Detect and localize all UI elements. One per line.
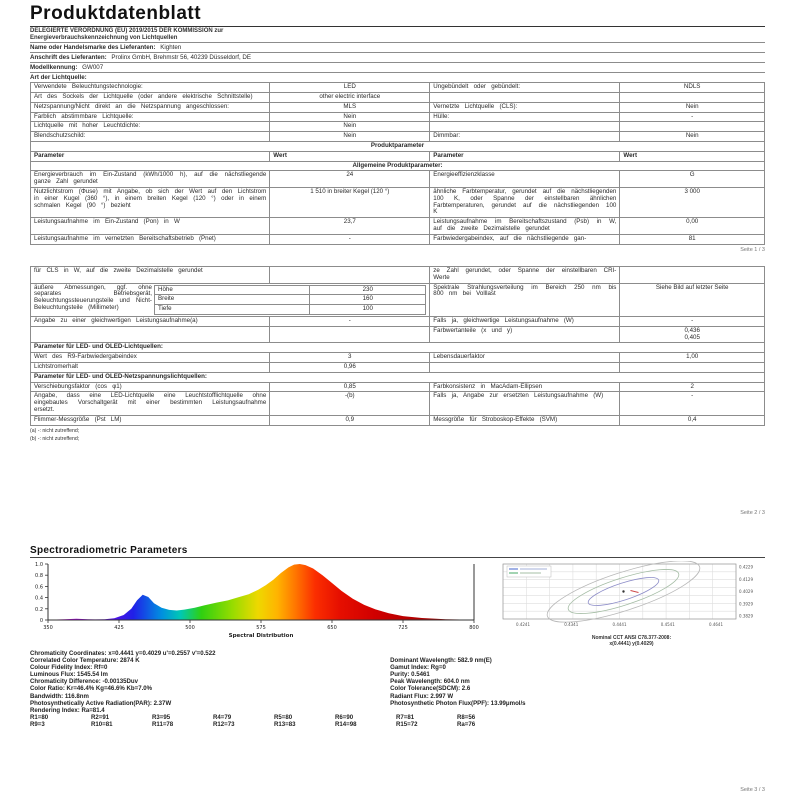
dimensions-label: äußere Abmessungen, ggf. ohne separates Betriebsgerät, Beleuchtungssteuerungsteile und Nicht-Beleuchtungsteile (Millimeter) xyxy=(34,283,152,311)
footnote-b: (b) -: nicht zutreffend; xyxy=(30,435,80,442)
photometric-pair: Luminous Flux: 1545.54 lm Purity: 0.5461 xyxy=(30,671,430,679)
param-cell: Blendschutzschild: xyxy=(31,132,270,142)
chroma-x: 0,436 xyxy=(684,326,700,334)
value-cell xyxy=(620,362,765,372)
svg-text:350: 350 xyxy=(43,625,53,631)
svg-text:0.4129: 0.4129 xyxy=(739,576,753,582)
caption-line-1: Nominal CCT ANSI C78.377-2008: xyxy=(591,635,672,641)
spectro-title: Spectroradiometric Parameters xyxy=(30,545,188,556)
table-row xyxy=(31,382,765,392)
dim-name: Tiefe xyxy=(155,305,310,315)
svg-text:Spectral Distribution: Spectral Distribution xyxy=(228,633,294,639)
svg-text:725: 725 xyxy=(398,625,408,631)
col-header: Parameter xyxy=(430,151,620,161)
svg-text:425: 425 xyxy=(114,625,124,631)
product-parameters-table-continued xyxy=(30,266,765,426)
svg-text:0.4: 0.4 xyxy=(35,595,43,602)
value-cell: -(b) xyxy=(270,392,430,415)
svg-text:0.4229: 0.4229 xyxy=(739,564,753,570)
value-cell: 0,00 xyxy=(620,218,765,235)
param-cell: Falls ja, Angabe zur ersetzten Leistungsaufnahme (W) xyxy=(430,392,620,415)
svg-text:0.2: 0.2 xyxy=(35,606,43,613)
value-cell: 2 xyxy=(620,382,765,392)
supplier-name-value: Kighten xyxy=(160,44,182,52)
cri-values-row: R9=3 R10=81 R11=78 R12=73 R13=83 R14=98 R15=72 Ra=76 xyxy=(30,720,476,728)
ellipse-chart-svg xyxy=(498,561,765,631)
section-header-row xyxy=(31,161,765,171)
dimensions-mini-table xyxy=(154,285,426,315)
photometric-pair: Photosynthetically Active Radiation(PAR): 2.37W Photosynthetic Photon Flux(PPF): 13.99μmol/s xyxy=(30,699,526,707)
value-cell: 0,9 xyxy=(270,415,430,425)
table-row xyxy=(31,218,765,235)
svg-text:800: 800 xyxy=(469,625,479,631)
value-cell: - xyxy=(620,112,765,122)
table-row xyxy=(31,122,765,132)
param-cell xyxy=(430,122,620,132)
value-cell: 23,7 xyxy=(270,218,430,235)
svg-text:500: 500 xyxy=(185,625,195,631)
page-marker: Seite 1 / 3 xyxy=(740,247,765,253)
value-cell: 3 000 xyxy=(620,187,765,217)
value-cell: LED xyxy=(270,83,430,93)
table-row xyxy=(155,305,426,315)
col-header: Parameter xyxy=(31,151,270,161)
value-cell: Nein xyxy=(620,102,765,112)
table-row xyxy=(31,392,765,415)
product-params-header: Produktparameter xyxy=(31,141,765,151)
table-row xyxy=(155,295,426,305)
table-row xyxy=(31,316,765,326)
param-cell: Falls ja, gleichwertige Leistungsaufnahme (W) xyxy=(430,316,620,326)
page-3 xyxy=(30,545,765,793)
value-cell xyxy=(620,326,765,343)
dim-name: Breite xyxy=(155,295,310,305)
chromaticity-coordinates: Chromaticity Coordinates: x=0.4441 y=0.4029 u'=0.2557 v'=0.522 xyxy=(30,650,216,657)
page-2 xyxy=(30,266,765,520)
regulation-line-2: Energieverbrauchskennzeichnung von Lichtquellen xyxy=(30,34,178,41)
value-cell: NDLS xyxy=(620,83,765,93)
param-cell: ähnliche Farbtemperatur, gerundet auf die nächstliegenden 100 K, oder Spanne der einstellbaren ähnlichen Farbtemperaturen, gerundet auf die nächstliegenden 100 K xyxy=(430,187,620,217)
param-cell: Dimmbar: xyxy=(430,132,620,142)
mains-params-header: Parameter für LED- und OLED-Netzspannungslichtquellen: xyxy=(31,372,765,382)
table-row xyxy=(31,267,765,284)
value-cell: Nein xyxy=(270,132,430,142)
photometric-pair: Color Ratio: Kr=46.4% Kg=46.6% Kb=7.0% Color Tolerance(SDCM): 2.6 xyxy=(30,685,471,693)
product-parameters-table xyxy=(30,141,765,245)
value-cell: 24 xyxy=(270,171,430,188)
ellipse-chart-caption xyxy=(498,636,765,647)
svg-text:0: 0 xyxy=(39,618,43,624)
value-cell: G xyxy=(620,171,765,188)
value-cell xyxy=(270,326,430,343)
page-marker: Seite 3 / 3 xyxy=(740,787,765,793)
table-row xyxy=(31,326,765,343)
param-cell: Farblich abstimmbare Lichtquelle: xyxy=(31,112,270,122)
svg-text:0.4341: 0.4341 xyxy=(564,622,579,627)
param-cell: Energieeffizienzklasse xyxy=(430,171,620,188)
param-cell: Leistungsaufnahme im vernetzten Bereitschaftsbetrieb (Pnet) xyxy=(31,234,270,244)
spectral-distribution-chart xyxy=(30,560,482,645)
photometric-pair: Correlated Color Temperature: 2874 K Dominant Wavelength: 582.9 nm(E) xyxy=(30,657,492,665)
svg-text:0.4641: 0.4641 xyxy=(709,622,723,627)
chromaticity-ellipse-chart xyxy=(498,561,765,647)
param-cell: Angabe, dass eine LED-Lichtquelle eine Leuchtstofflichtquelle ohne eingebautes Vorschaltgerät mit einer bestimmten Leistungsaufnahme ersetzt. xyxy=(31,392,270,415)
value-cell: 0,4 xyxy=(620,415,765,425)
divider xyxy=(30,557,765,558)
svg-text:0.4241: 0.4241 xyxy=(516,622,530,627)
param-cell: Wert des R9-Farbwiedergabeindex xyxy=(31,353,270,363)
table-row xyxy=(31,234,765,244)
value-cell: 3 xyxy=(270,353,430,363)
param-cell: ze Zahl gerundet, oder Spanne der einstellbaren CRI-Werte xyxy=(430,267,620,284)
footnote-a: (a) -: nicht zutreffend; xyxy=(30,427,80,434)
value-cell xyxy=(270,267,430,284)
table-row xyxy=(31,83,765,93)
table-row xyxy=(31,102,765,112)
photometric-pair: Chromaticity Difference: -0.00135Duv Peak Wavelength: 604.0 nm xyxy=(30,678,470,686)
param-cell: Leistungsaufnahme im Bereitschaftszustand (Psb) in W, auf die zweite Dezimalstelle gerundet xyxy=(430,218,620,235)
supplier-address-value: Prolinx GmbH, Brehmstr 56, 40239 Düsseldorf, DE xyxy=(111,54,252,62)
value-cell: Nein xyxy=(270,112,430,122)
general-params-header: Allgemeine Produktparameter: xyxy=(31,161,765,171)
page-1 xyxy=(30,3,765,263)
value-cell: Nein xyxy=(620,132,765,142)
param-cell: Farbwertanteile (x und y) xyxy=(430,326,620,343)
dim-name: Höhe xyxy=(155,285,310,295)
value-cell: Nein xyxy=(270,122,430,132)
page-title: Produktdatenblatt xyxy=(30,3,765,27)
section-header-row xyxy=(31,372,765,382)
value-cell: 1,00 xyxy=(620,353,765,363)
svg-text:0.6: 0.6 xyxy=(35,584,43,591)
param-cell: Flimmer-Messgröße (Pst LM) xyxy=(31,415,270,425)
dimensions-cell xyxy=(31,283,430,316)
svg-text:650: 650 xyxy=(327,625,337,631)
photometric-pair: Bandwidth: 116.8nm Radiant Flux: 2.997 W xyxy=(30,692,454,700)
value-cell: Siehe Bild auf letzter Seite xyxy=(620,283,765,316)
param-cell: Leistungsaufnahme im Ein-Zustand (Pon) in W xyxy=(31,218,270,235)
rendering-index: Rendering Index: Ra=81.4 xyxy=(30,706,105,714)
param-cell: Energieverbrauch im Ein-Zustand (kWh/1000 h), auf die nächstliegende ganze Zahl gerundet xyxy=(31,171,270,188)
model-id-value: GW007 xyxy=(82,64,104,72)
dimensions-row xyxy=(31,283,765,316)
value-cell: - xyxy=(270,316,430,326)
svg-text:0.8: 0.8 xyxy=(35,573,43,580)
param-cell: Vernetzte Lichtquelle (CLS): xyxy=(430,102,620,112)
svg-text:0.4029: 0.4029 xyxy=(739,589,753,594)
led-params-header: Parameter für LED- und OLED-Lichtquellen: xyxy=(31,343,765,353)
cri-values-row: R1=80 R2=91 R3=95 R4=79 R5=80 R6=90 R7=81 R8=56 xyxy=(30,713,476,721)
regulation-subtitle xyxy=(30,27,765,43)
table-row xyxy=(31,92,765,102)
column-header-row xyxy=(31,151,765,161)
value-cell xyxy=(620,92,765,102)
table-row xyxy=(31,362,765,372)
value-cell: 1 510 in breiter Kegel (120 °) xyxy=(270,187,430,217)
value-cell: 81 xyxy=(620,234,765,244)
param-cell: Netzspannung/Nicht direkt an die Netzspannung angeschlossen: xyxy=(31,102,270,112)
supplier-address-row xyxy=(30,53,765,63)
param-cell: für CLS in W, auf die zweite Dezimalstelle gerundet xyxy=(31,267,270,284)
param-cell: Spektrale Strahlungsverteilung im Bereich 250 nm bis 800 nm bei Volllast xyxy=(430,283,620,316)
value-cell: 0,85 xyxy=(270,382,430,392)
table-row xyxy=(31,415,765,425)
svg-text:575: 575 xyxy=(256,625,266,631)
photometric-pair: Colour Fidelity Index: Rf=0 Gamut Index: Rg=0 xyxy=(30,664,446,672)
supplier-name-row xyxy=(30,43,765,53)
light-source-type-label: Art der Lichtquelle: xyxy=(30,74,87,82)
param-cell xyxy=(430,92,620,102)
svg-text:1.0: 1.0 xyxy=(35,562,43,568)
param-cell xyxy=(430,362,620,372)
dim-value: 100 xyxy=(310,305,426,315)
value-cell: - xyxy=(620,392,765,415)
spectral-chart-svg xyxy=(30,560,482,640)
param-cell: Lebensdauerfaktor xyxy=(430,353,620,363)
param-cell: Lichtstromerhalt xyxy=(31,362,270,372)
param-cell: Verwendete Beleuchtungstechnologie: xyxy=(31,83,270,93)
table-row xyxy=(31,353,765,363)
value-cell: 0,96 xyxy=(270,362,430,372)
value-cell: - xyxy=(270,234,430,244)
value-cell xyxy=(620,122,765,132)
table-row xyxy=(31,187,765,217)
param-cell: Messgröße für Stroboskop-Effekte (SVM) xyxy=(430,415,620,425)
svg-text:0.3929: 0.3929 xyxy=(739,601,753,607)
table-row xyxy=(155,285,426,295)
section-header-row xyxy=(31,343,765,353)
supplier-address-label: Anschrift des Lieferanten: xyxy=(30,54,107,62)
light-source-table xyxy=(30,82,765,142)
table-row xyxy=(31,112,765,122)
table-row xyxy=(31,171,765,188)
value-cell: - xyxy=(620,316,765,326)
param-cell xyxy=(31,326,270,343)
svg-text:0.4441: 0.4441 xyxy=(612,622,627,627)
param-cell: Farbkonsistenz in MacAdam-Ellipsen xyxy=(430,382,620,392)
section-header-row xyxy=(31,141,765,151)
param-cell: Verschiebungsfaktor (cos φ1) xyxy=(31,382,270,392)
model-id-label: Modellkennung: xyxy=(30,64,78,72)
param-cell: Lichtquelle mit hoher Leuchtdichte: xyxy=(31,122,270,132)
value-cell: other electric interface xyxy=(270,92,430,102)
photometric-results xyxy=(30,650,765,728)
supplier-name-label: Name oder Handelsmarke des Lieferanten: xyxy=(30,44,156,52)
col-header: Wert xyxy=(270,151,430,161)
model-id-row xyxy=(30,63,765,73)
param-cell: Nutzlichtstrom (Φuse) mit Angabe, ob sich der Wert auf den Lichtstrom in einer Kugel (360 °), in einem breiten Kegel (120 °) oder in einem schmalen Kegel (90 °) bezieht xyxy=(31,187,270,217)
param-cell: Hülle: xyxy=(430,112,620,122)
page-marker: Seite 2 / 3 xyxy=(740,510,765,516)
param-cell: Ungebündelt oder gebündelt: xyxy=(430,83,620,93)
chroma-y: 0,405 xyxy=(684,333,700,341)
value-cell: MLS xyxy=(270,102,430,112)
dim-value: 160 xyxy=(310,295,426,305)
caption-line-2: x(0.4441) y(0.4029) xyxy=(609,640,654,647)
regulation-line-1: DELEGIERTE VERORDNUNG (EU) 2019/2015 DER KOMMISSION zur xyxy=(30,28,224,34)
param-cell: Farbwiedergabeindex, auf die nächstliegende gan- xyxy=(430,234,620,244)
param-cell: Angabe zu einer gleichwertigen Leistungsaufnahme(a) xyxy=(31,316,270,326)
value-cell xyxy=(620,267,765,284)
col-header: Wert xyxy=(620,151,765,161)
svg-text:0.4541: 0.4541 xyxy=(660,622,675,627)
dim-value: 230 xyxy=(310,285,426,295)
param-cell: Art des Sockels der Lichtquelle (oder andere elektrische Schnittstelle) xyxy=(31,92,270,102)
svg-text:0.3829: 0.3829 xyxy=(739,613,753,619)
